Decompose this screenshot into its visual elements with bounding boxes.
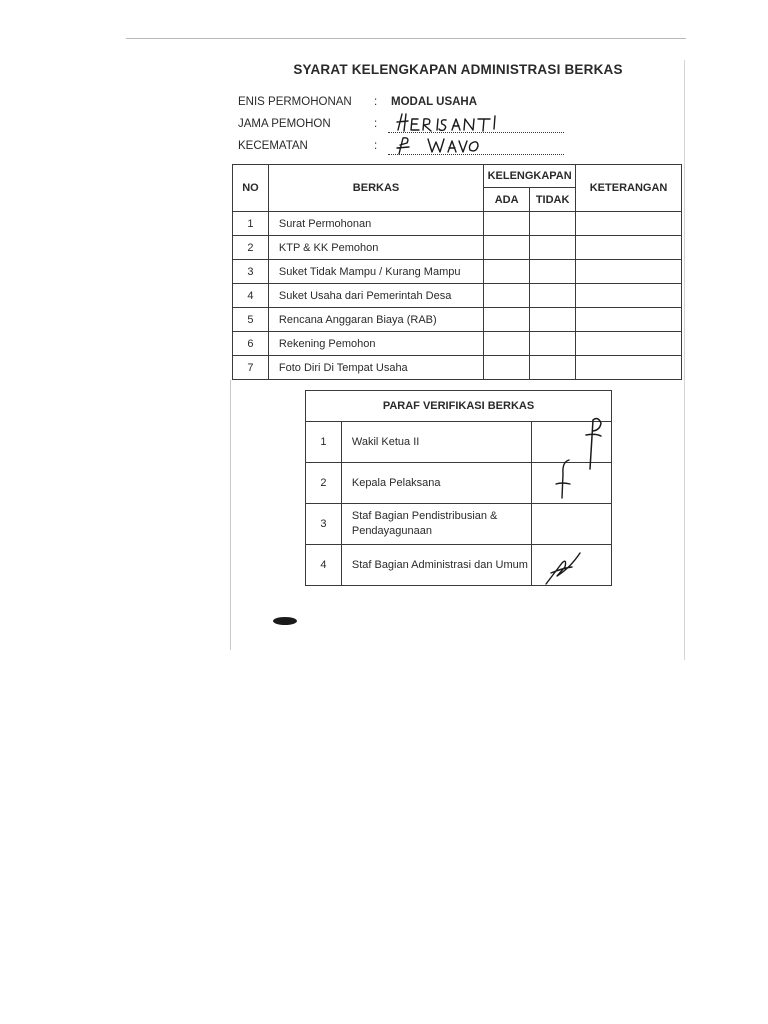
tidak-cell bbox=[530, 332, 576, 356]
tidak-cell bbox=[530, 356, 576, 380]
row-berkas: Suket Usaha dari Pemerintah Desa bbox=[268, 284, 483, 308]
header-keterangan: KETERANGAN bbox=[576, 165, 682, 212]
paraf-cell bbox=[532, 545, 612, 586]
paraf-cell bbox=[532, 504, 612, 545]
tidak-cell bbox=[530, 308, 576, 332]
keterangan-cell bbox=[576, 260, 682, 284]
verification-table bbox=[305, 390, 612, 586]
table-row bbox=[233, 212, 682, 236]
header-no: NO bbox=[233, 165, 269, 212]
tidak-cell bbox=[530, 212, 576, 236]
keterangan-cell bbox=[576, 236, 682, 260]
paraf-cell bbox=[532, 422, 612, 463]
tidak-cell bbox=[530, 260, 576, 284]
table-row bbox=[233, 236, 682, 260]
ada-cell bbox=[484, 212, 530, 236]
checklist-header-row bbox=[233, 165, 682, 188]
row-no: 4 bbox=[233, 284, 269, 308]
table-row bbox=[233, 260, 682, 284]
verification-title: PARAF VERIFIKASI BERKAS bbox=[306, 391, 612, 422]
page-top-edge bbox=[126, 38, 686, 39]
row-no: 2 bbox=[306, 463, 342, 504]
table-row bbox=[306, 545, 612, 586]
checklist-table bbox=[232, 164, 682, 380]
keterangan-cell bbox=[576, 212, 682, 236]
row-berkas: Rekening Pemohon bbox=[268, 332, 483, 356]
nama-label: JAMA PEMOHON bbox=[238, 118, 331, 130]
handwritten-kecamatan-signature bbox=[394, 132, 524, 158]
keterangan-cell bbox=[576, 308, 682, 332]
verifier-name: Kepala Pelaksana bbox=[341, 463, 532, 504]
table-row bbox=[233, 332, 682, 356]
verification-header-row bbox=[306, 391, 612, 422]
keterangan-cell bbox=[576, 332, 682, 356]
header-berkas: BERKAS bbox=[268, 165, 483, 212]
row-no: 7 bbox=[233, 356, 269, 380]
row-no: 5 bbox=[233, 308, 269, 332]
row-no: 1 bbox=[233, 212, 269, 236]
ada-cell bbox=[484, 356, 530, 380]
row-no: 1 bbox=[306, 422, 342, 463]
ada-cell bbox=[484, 308, 530, 332]
keterangan-cell bbox=[576, 284, 682, 308]
row-no: 4 bbox=[306, 545, 342, 586]
ink-blot bbox=[273, 617, 297, 625]
ada-cell bbox=[484, 332, 530, 356]
colon: : bbox=[374, 96, 378, 108]
row-berkas: Suket Tidak Mampu / Kurang Mampu bbox=[268, 260, 483, 284]
ada-cell bbox=[484, 284, 530, 308]
verifier-name: Wakil Ketua II bbox=[341, 422, 532, 463]
row-no: 3 bbox=[306, 504, 342, 545]
jenis-label: ENIS PERMOHONAN bbox=[238, 96, 352, 108]
row-berkas: KTP & KK Pemohon bbox=[268, 236, 483, 260]
paraf-cell bbox=[532, 463, 612, 504]
tidak-cell bbox=[530, 236, 576, 260]
jenis-value: MODAL USAHA bbox=[391, 96, 478, 108]
table-row bbox=[306, 422, 612, 463]
table-row bbox=[233, 356, 682, 380]
kecamatan-label: KECEMATAN bbox=[238, 140, 308, 152]
page-right-edge bbox=[684, 60, 685, 660]
row-berkas: Rencana Anggaran Biaya (RAB) bbox=[268, 308, 483, 332]
row-no: 6 bbox=[233, 332, 269, 356]
header-tidak: TIDAK bbox=[530, 188, 576, 212]
row-berkas: Foto Diri Di Tempat Usaha bbox=[268, 356, 483, 380]
table-row bbox=[306, 504, 612, 545]
keterangan-cell bbox=[576, 356, 682, 380]
table-row bbox=[306, 463, 612, 504]
ada-cell bbox=[484, 260, 530, 284]
row-no: 2 bbox=[233, 236, 269, 260]
header-ada: ADA bbox=[484, 188, 530, 212]
tidak-cell bbox=[530, 284, 576, 308]
table-row bbox=[233, 284, 682, 308]
colon: : bbox=[374, 118, 378, 130]
page-left-edge bbox=[230, 380, 231, 650]
row-no: 3 bbox=[233, 260, 269, 284]
verifier-name: Staf Bagian Administrasi dan Umum bbox=[341, 545, 532, 586]
colon: : bbox=[374, 140, 378, 152]
row-berkas: Surat Permohonan bbox=[268, 212, 483, 236]
verifier-name: Staf Bagian Pendistribusian & Pendayagunaan bbox=[341, 504, 532, 545]
document-title: SYARAT KELENGKAPAN ADMINISTRASI BERKAS bbox=[293, 62, 623, 77]
table-row bbox=[233, 308, 682, 332]
ada-cell bbox=[484, 236, 530, 260]
header-kelengkapan: KELENGKAPAN bbox=[484, 165, 576, 188]
